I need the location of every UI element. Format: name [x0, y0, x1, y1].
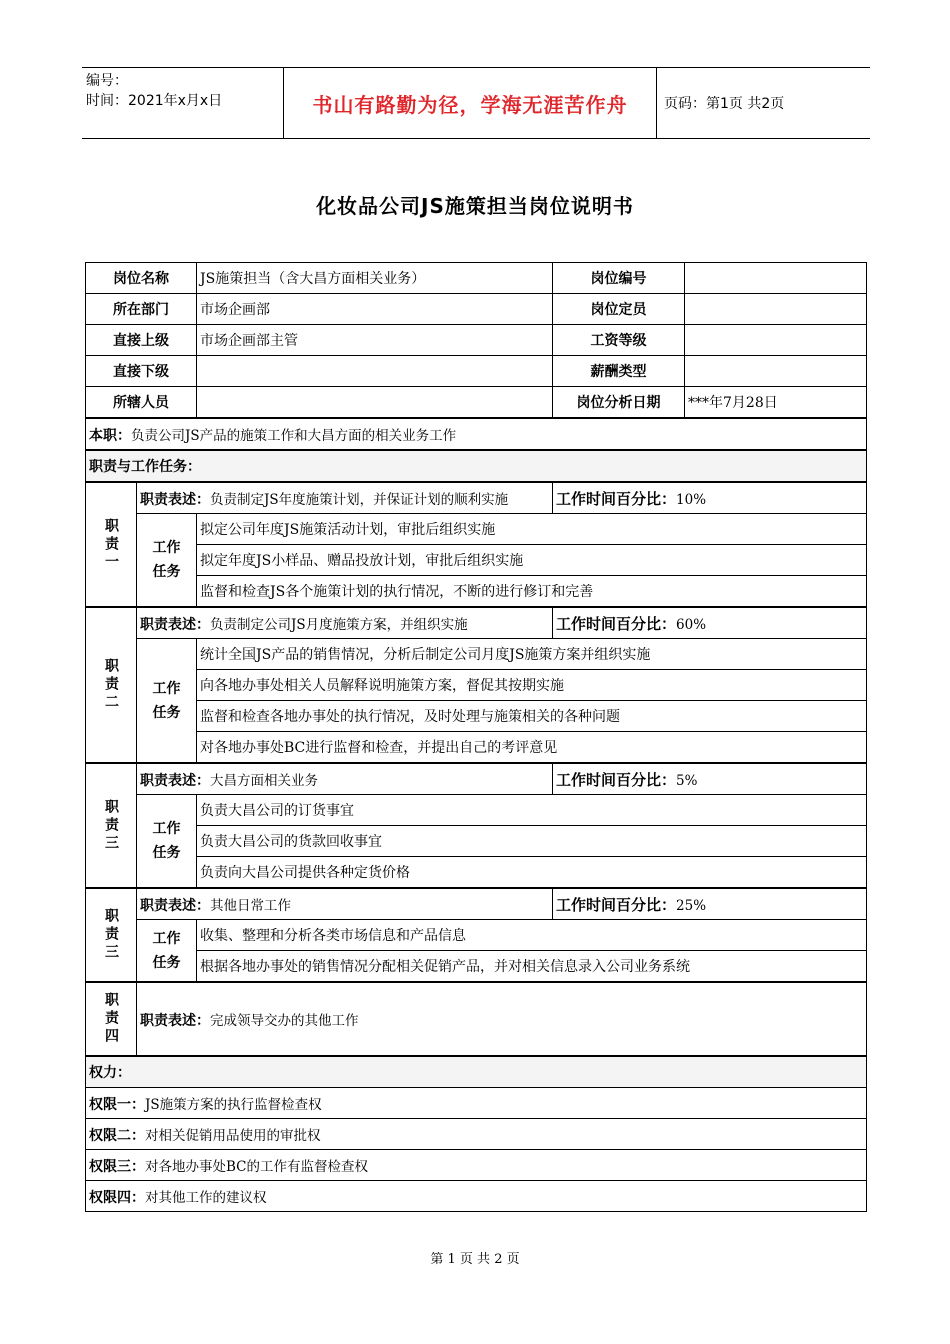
task-item: 根据各地办事处的销售情况分配相关促销产品，并对相关信息录入公司业务系统 [197, 951, 867, 983]
desc-text: 其他日常工作 [210, 897, 291, 914]
task-item: 负责大昌公司的货款回收事宜 [197, 826, 867, 857]
power-label: 权限三： [89, 1158, 145, 1175]
duties-heading: 职责与工作任务： [86, 450, 867, 482]
task-label-text: 工作任务 [152, 540, 181, 580]
header-meta [86, 71, 282, 111]
table-row [86, 763, 867, 795]
table-row [86, 294, 867, 325]
table-row [86, 450, 867, 482]
power-item [86, 1088, 867, 1119]
task-item: 对各地办事处BC进行监督和检查，并提出自己的考评意见 [197, 732, 867, 764]
table-row [86, 545, 867, 576]
table-row [86, 1150, 867, 1181]
desc-text: 完成领导交办的其他工作 [210, 1012, 359, 1029]
desc-label: 职责表述： [140, 897, 210, 914]
task-item: 收集、整理和分析各类市场信息和产品信息 [197, 920, 867, 951]
table-row [86, 732, 867, 764]
percent-value: 5% [676, 772, 698, 789]
duty-name [86, 763, 137, 888]
table-row [86, 418, 867, 450]
table-row [86, 826, 867, 857]
percent-value: 25% [676, 897, 707, 914]
field-value [197, 356, 553, 387]
task-label [137, 920, 197, 983]
table-row [86, 982, 867, 1056]
job-description-table [85, 262, 867, 1212]
field-value [685, 325, 867, 356]
field-value: 市场企画部主管 [197, 325, 553, 356]
table-row [86, 607, 867, 639]
field-label: 岗位定员 [553, 294, 685, 325]
power-item [86, 1150, 867, 1181]
table-row [86, 325, 867, 356]
field-label: 薪酬类型 [553, 356, 685, 387]
task-label-text: 工作任务 [152, 821, 181, 861]
duty-name [86, 482, 137, 607]
desc-label: 职责表述： [140, 491, 210, 508]
task-label [137, 795, 197, 889]
duty-description [137, 482, 553, 514]
duty-description [137, 607, 553, 639]
duty-description [137, 888, 553, 920]
field-label: 岗位分析日期 [553, 387, 685, 419]
duty-percent [553, 607, 867, 639]
table-row [86, 514, 867, 545]
percent-value: 60% [676, 616, 707, 633]
power-item [86, 1181, 867, 1212]
duty-name [86, 982, 137, 1056]
table-row [86, 356, 867, 387]
task-label [137, 514, 197, 608]
duty-percent [553, 763, 867, 795]
document-title: 化妆品公司JS施策担当岗位说明书 [316, 194, 634, 218]
task-item: 监督和检查各地办事处的执行情况，及时处理与施策相关的各种问题 [197, 701, 867, 732]
power-text: JS施策方案的执行监督检查权 [145, 1096, 322, 1113]
duty-description [137, 982, 867, 1056]
duty-percent [553, 482, 867, 514]
field-value: 市场企画部 [197, 294, 553, 325]
duty-name [86, 888, 137, 982]
task-item: 拟定年度JS小样品、赠品投放计划，审批后组织实施 [197, 545, 867, 576]
table-row [86, 701, 867, 732]
header-page-info: 页码：第1页 共2页 [664, 96, 785, 112]
duty-name-text: 职责三 [103, 908, 119, 962]
duty-name-text: 职责四 [103, 992, 119, 1046]
table-row [86, 387, 867, 419]
field-label: 所在部门 [86, 294, 197, 325]
desc-label: 职责表述： [140, 772, 210, 789]
duty-name-text: 职责三 [103, 798, 119, 853]
task-item: 拟定公司年度JS施策活动计划，审批后组织实施 [197, 514, 867, 545]
duty-name-text: 职责一 [103, 517, 119, 572]
field-value: JS施策担当（含大昌方面相关业务） [197, 263, 553, 294]
role-statement [86, 418, 867, 450]
power-text: 对相关促销用品使用的审批权 [145, 1127, 321, 1144]
percent-label: 工作时间百分比： [556, 614, 677, 633]
table-row [86, 1119, 867, 1150]
field-label: 直接上级 [86, 325, 197, 356]
power-label: 权限一： [89, 1096, 145, 1113]
table-row [86, 920, 867, 951]
task-item: 监督和检查JS各个施策计划的执行情况，不断的进行修订和完善 [197, 576, 867, 608]
field-label: 所辖人员 [86, 387, 197, 419]
percent-label: 工作时间百分比： [556, 895, 677, 914]
duty-name [86, 607, 137, 763]
duty-description [137, 763, 553, 795]
desc-label: 职责表述： [140, 1012, 210, 1029]
table-row [86, 795, 867, 826]
field-value [685, 263, 867, 294]
desc-text: 大昌方面相关业务 [210, 772, 318, 789]
table-row [86, 482, 867, 514]
field-value [685, 356, 867, 387]
desc-label: 职责表述： [140, 616, 210, 633]
desc-text: 负责制定JS年度施策计划，并保证计划的顺利实施 [210, 491, 509, 508]
power-text: 对各地办事处BC的工作有监督检查权 [145, 1158, 369, 1175]
number-label: 编号： [86, 73, 128, 89]
duty-name-text: 职责二 [103, 658, 119, 712]
task-item: 统计全国JS产品的销售情况，分析后制定公司月度JS施策方案并组织实施 [197, 639, 867, 670]
task-item: 负责大昌公司的订货事宜 [197, 795, 867, 826]
field-label: 岗位名称 [86, 263, 197, 294]
role-label: 本职： [89, 427, 131, 444]
motto: 书山有路勤为径，学海无涯苦作舟 [283, 68, 657, 138]
task-label-text: 工作任务 [152, 930, 181, 971]
table-row [86, 639, 867, 670]
field-label: 工资等级 [553, 325, 685, 356]
role-text: 负责公司JS产品的施策工作和大昌方面的相关业务工作 [131, 427, 457, 444]
task-item: 负责向大昌公司提供各种定货价格 [197, 857, 867, 889]
desc-text: 负责制定公司JS月度施策方案，并组织实施 [210, 616, 468, 633]
field-value [197, 387, 553, 419]
table-row [86, 888, 867, 920]
task-label [137, 639, 197, 764]
power-label: 权限四： [89, 1189, 145, 1206]
table-row [86, 576, 867, 608]
field-label: 岗位编号 [553, 263, 685, 294]
power-item [86, 1119, 867, 1150]
table-row [86, 857, 867, 889]
field-label: 直接下级 [86, 356, 197, 387]
percent-label: 工作时间百分比： [556, 770, 677, 789]
page-header [82, 67, 870, 139]
table-row [86, 1181, 867, 1212]
percent-label: 工作时间百分比： [556, 489, 677, 508]
power-label: 权限二： [89, 1127, 145, 1144]
field-value: ***年7月28日 [685, 387, 867, 419]
time-label: 时间：2021年x月x日 [86, 93, 223, 109]
table-row [86, 1056, 867, 1088]
task-item: 向各地办事处相关人员解释说明施策方案，督促其按期实施 [197, 670, 867, 701]
table-row [86, 670, 867, 701]
field-value [685, 294, 867, 325]
task-label-text: 工作任务 [152, 680, 181, 721]
power-text: 对其他工作的建议权 [145, 1189, 267, 1206]
percent-value: 10% [676, 491, 707, 508]
table-row [86, 1088, 867, 1119]
page-footer: 第 1 页 共 2 页 [430, 1252, 520, 1267]
powers-heading: 权力： [86, 1056, 867, 1088]
table-row [86, 263, 867, 294]
table-row [86, 951, 867, 983]
duty-percent [553, 888, 867, 920]
